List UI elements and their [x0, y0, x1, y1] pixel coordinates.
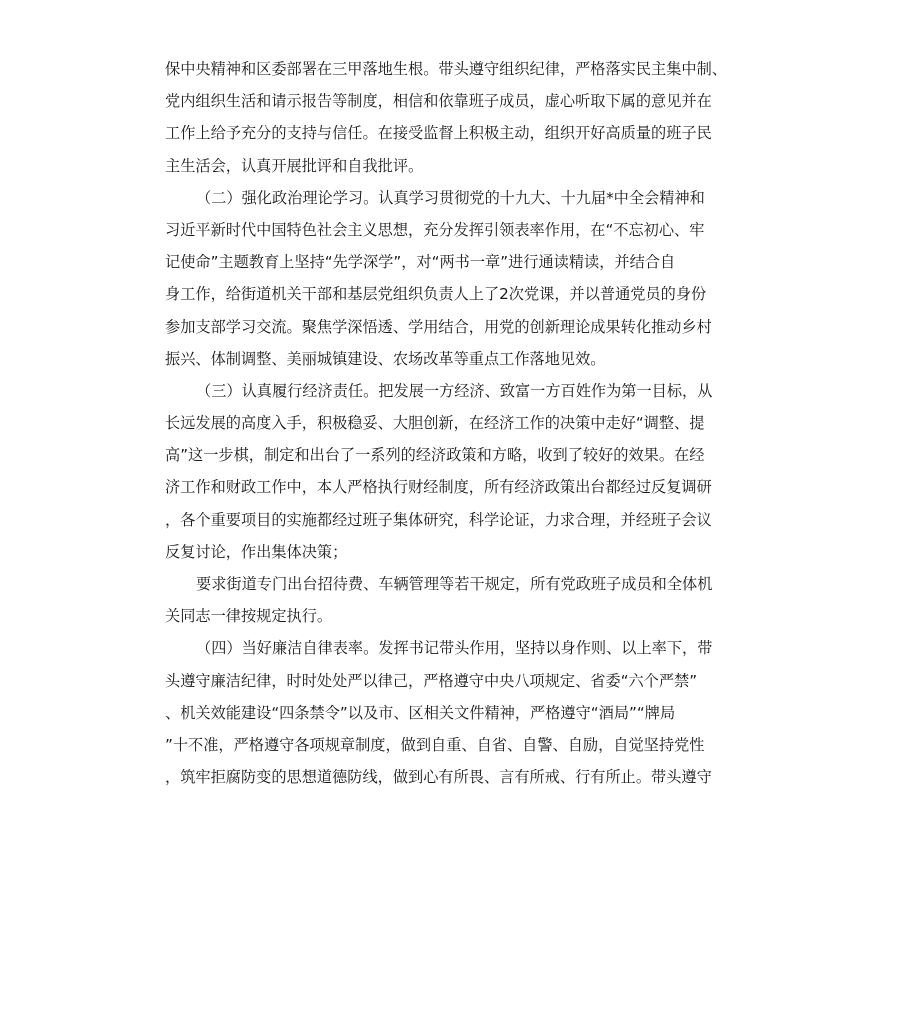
paragraph-heading-line: （四）当好廉洁自律表率。发挥书记带头作用，坚持以身作则、以上率下，带	[196, 639, 713, 658]
text-line: 头遵守廉洁纪律，时时处处严以律己，严格遵守中央八项规定、省委“六个严禁”	[165, 671, 698, 690]
text-line: 主生活会，认真开展批评和自我批评。	[165, 156, 424, 175]
text-line: 党内组织生活和请示报告等制度，相信和依靠班子成员，虚心听取下属的意见并在	[165, 92, 712, 111]
text-line: 反复讨论，作出集体决策；	[165, 542, 348, 561]
text-line: ，筑牢拒腐防变的思想道德防线，做到心有所畏、言有所戒、行有所止。带头遵守	[165, 768, 712, 787]
paragraph-heading-line: （三）认真履行经济责任。把发展一方经济、致富一方百姓作为第一目标，从	[196, 381, 713, 400]
text-line: 习近平新时代中国特色社会主义思想，充分发挥引领表率作用，在“不忘初心、牢	[165, 220, 705, 239]
paragraph-heading-line: （二）强化政治理论学习。认真学习贯彻党的十九大、十九届*中全会精神和	[196, 188, 705, 207]
text-line: 关同志一律按规定执行。	[165, 607, 333, 626]
text-line: 济工作和财政工作中，本人严格执行财经制度，所有经济政策出台都经过反复调研	[165, 478, 712, 497]
text-line: 、机关效能建设“四条禁令”以及市、区相关文件精神，严格遵守“酒局”“牌局	[165, 703, 676, 722]
text-line: 保中央精神和区委部署在三甲落地生根。带头遵守组织纪律，严格落实民主集中制、	[165, 60, 727, 78]
text-line: 记使命”主题教育上坚持“先学深学”，对“两书一章”进行通读精读，并结合自	[165, 253, 676, 272]
text-line: ，各个重要项目的实施都经过班子集体研究，科学论证，力求合理，并经班子会议	[165, 510, 712, 529]
text-line: 高”这一步棋，制定和出台了一系列的经济政策和方略，收到了较好的效果。在经	[165, 446, 705, 465]
paragraph-start-line: 要求街道专门出台招待费、车辆管理等若干规定，所有党政班子成员和全体机	[196, 575, 713, 593]
text-line: 振兴、体制调整、美丽城镇建设、农场改革等重点工作落地见效。	[165, 349, 606, 368]
text-line: 长远发展的高度入手，积极稳妥、大胆创新，在经济工作的决策中走好“调整、提	[165, 414, 705, 433]
text-line: ”十不准，严格遵守各项规章制度，做到自重、自省、自警、自励，自觉坚持党性	[165, 735, 705, 754]
text-line: 工作上给予充分的支持与信任。在接受监督上积极主动，组织开好高质量的班子民	[165, 124, 712, 143]
text-line: 参加支部学习交流。聚焦学深悟透、学用结合，用党的创新理论成果转化推动乡村	[165, 317, 712, 336]
text-line: 身工作，给街道机关干部和基层党组织负责人上了2次党课，并以普通党员的身份	[165, 285, 707, 304]
body-text	[165, 53, 760, 793]
